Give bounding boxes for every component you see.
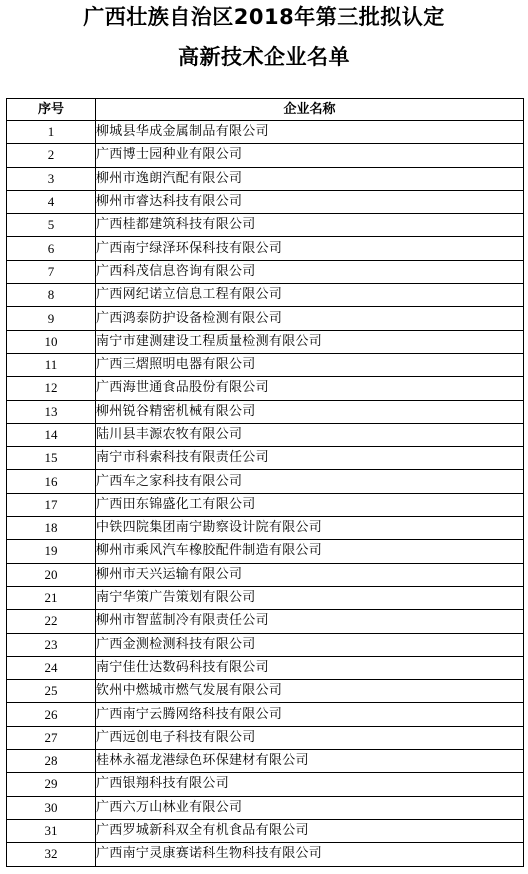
row-number: 14 <box>7 423 96 446</box>
table-row <box>7 633 524 656</box>
company-name: 广西远创电子科技有限公司 <box>96 726 524 749</box>
table-row <box>7 773 524 796</box>
company-name: 柳州市逸朗汽配有限公司 <box>96 167 524 190</box>
table-row <box>7 656 524 679</box>
row-number: 17 <box>7 493 96 516</box>
company-name: 陆川县丰源农牧有限公司 <box>96 423 524 446</box>
row-number: 29 <box>7 773 96 796</box>
row-number: 24 <box>7 656 96 679</box>
company-name: 广西金测检测科技有限公司 <box>96 633 524 656</box>
company-name: 钦州中燃城市燃气发展有限公司 <box>96 680 524 703</box>
table-row <box>7 470 524 493</box>
company-name: 广西桂都建筑科技有限公司 <box>96 214 524 237</box>
row-number: 23 <box>7 633 96 656</box>
company-name: 广西三熠照明电器有限公司 <box>96 353 524 376</box>
table-row <box>7 819 524 842</box>
row-number: 13 <box>7 400 96 423</box>
row-number: 8 <box>7 284 96 307</box>
table-row <box>7 447 524 470</box>
table-row <box>7 237 524 260</box>
company-name: 广西博士园种业有限公司 <box>96 144 524 167</box>
company-name: 广西科茂信息咨询有限公司 <box>96 260 524 283</box>
company-name: 柳州市乘风汽车橡胶配件制造有限公司 <box>96 540 524 563</box>
row-number: 1 <box>7 121 96 144</box>
row-number: 32 <box>7 843 96 866</box>
company-name: 广西车之家科技有限公司 <box>96 470 524 493</box>
company-name: 广西南宁灵康赛诺科生物科技有限公司 <box>96 843 524 866</box>
row-number: 21 <box>7 586 96 609</box>
company-name: 广西网纪诺立信息工程有限公司 <box>96 284 524 307</box>
row-number: 4 <box>7 190 96 213</box>
company-name: 桂林永福龙港绿色环保建材有限公司 <box>96 750 524 773</box>
table-row <box>7 330 524 353</box>
table-row <box>7 680 524 703</box>
table-header-row <box>7 99 524 121</box>
company-name: 广西海世通食品股份有限公司 <box>96 377 524 400</box>
company-name: 广西六万山林业有限公司 <box>96 796 524 819</box>
company-name: 广西南宁云腾网络科技有限公司 <box>96 703 524 726</box>
row-number: 31 <box>7 819 96 842</box>
row-number: 25 <box>7 680 96 703</box>
company-name: 广西鸿泰防护设备检测有限公司 <box>96 307 524 330</box>
table-body <box>7 121 524 867</box>
table-row <box>7 214 524 237</box>
row-number: 9 <box>7 307 96 330</box>
table-row <box>7 843 524 866</box>
row-number: 7 <box>7 260 96 283</box>
table-row <box>7 121 524 144</box>
table-row <box>7 423 524 446</box>
company-name: 南宁华策广告策划有限公司 <box>96 586 524 609</box>
row-number: 26 <box>7 703 96 726</box>
table-row <box>7 563 524 586</box>
row-number: 12 <box>7 377 96 400</box>
company-name: 南宁佳仕达数码科技有限公司 <box>96 656 524 679</box>
company-name: 南宁市建测建设工程质量检测有限公司 <box>96 330 524 353</box>
document-title-line-1: 广西壮族自治区2018年第三批拟认定 <box>83 5 445 29</box>
row-number: 10 <box>7 330 96 353</box>
row-number: 27 <box>7 726 96 749</box>
company-name: 柳州市天兴运输有限公司 <box>96 563 524 586</box>
table-row <box>7 493 524 516</box>
table-row <box>7 353 524 376</box>
company-name: 中铁四院集团南宁勘察设计院有限公司 <box>96 517 524 540</box>
row-number: 19 <box>7 540 96 563</box>
row-number: 2 <box>7 144 96 167</box>
company-list-table <box>6 98 524 867</box>
table-row <box>7 586 524 609</box>
table-row <box>7 540 524 563</box>
row-number: 5 <box>7 214 96 237</box>
document-title-line-2: 高新技术企业名单 <box>178 45 350 69</box>
company-name: 柳州市智蓝制冷有限责任公司 <box>96 610 524 633</box>
row-number: 18 <box>7 517 96 540</box>
table-row <box>7 610 524 633</box>
row-number: 20 <box>7 563 96 586</box>
row-number: 15 <box>7 447 96 470</box>
table-row <box>7 190 524 213</box>
column-header-number: 序号 <box>7 99 96 121</box>
table-row <box>7 796 524 819</box>
table-row <box>7 260 524 283</box>
column-header-company: 企业名称 <box>96 99 524 121</box>
row-number: 6 <box>7 237 96 260</box>
company-name: 广西田东锦盛化工有限公司 <box>96 493 524 516</box>
company-name: 广西银翔科技有限公司 <box>96 773 524 796</box>
table-row <box>7 167 524 190</box>
table-row <box>7 703 524 726</box>
company-name: 广西南宁绿泽环保科技有限公司 <box>96 237 524 260</box>
company-name: 柳州锐谷精密机械有限公司 <box>96 400 524 423</box>
table-row <box>7 517 524 540</box>
table-row <box>7 144 524 167</box>
row-number: 28 <box>7 750 96 773</box>
row-number: 30 <box>7 796 96 819</box>
company-name: 柳州市睿达科技有限公司 <box>96 190 524 213</box>
table-row <box>7 377 524 400</box>
row-number: 16 <box>7 470 96 493</box>
row-number: 22 <box>7 610 96 633</box>
row-number: 11 <box>7 353 96 376</box>
company-name: 广西罗城新科双全有机食品有限公司 <box>96 819 524 842</box>
company-name: 南宁市科索科技有限责任公司 <box>96 447 524 470</box>
table-row <box>7 284 524 307</box>
row-number: 3 <box>7 167 96 190</box>
table-row <box>7 400 524 423</box>
table-row <box>7 726 524 749</box>
table-row <box>7 307 524 330</box>
company-name: 柳城县华成金属制品有限公司 <box>96 121 524 144</box>
table-row <box>7 750 524 773</box>
